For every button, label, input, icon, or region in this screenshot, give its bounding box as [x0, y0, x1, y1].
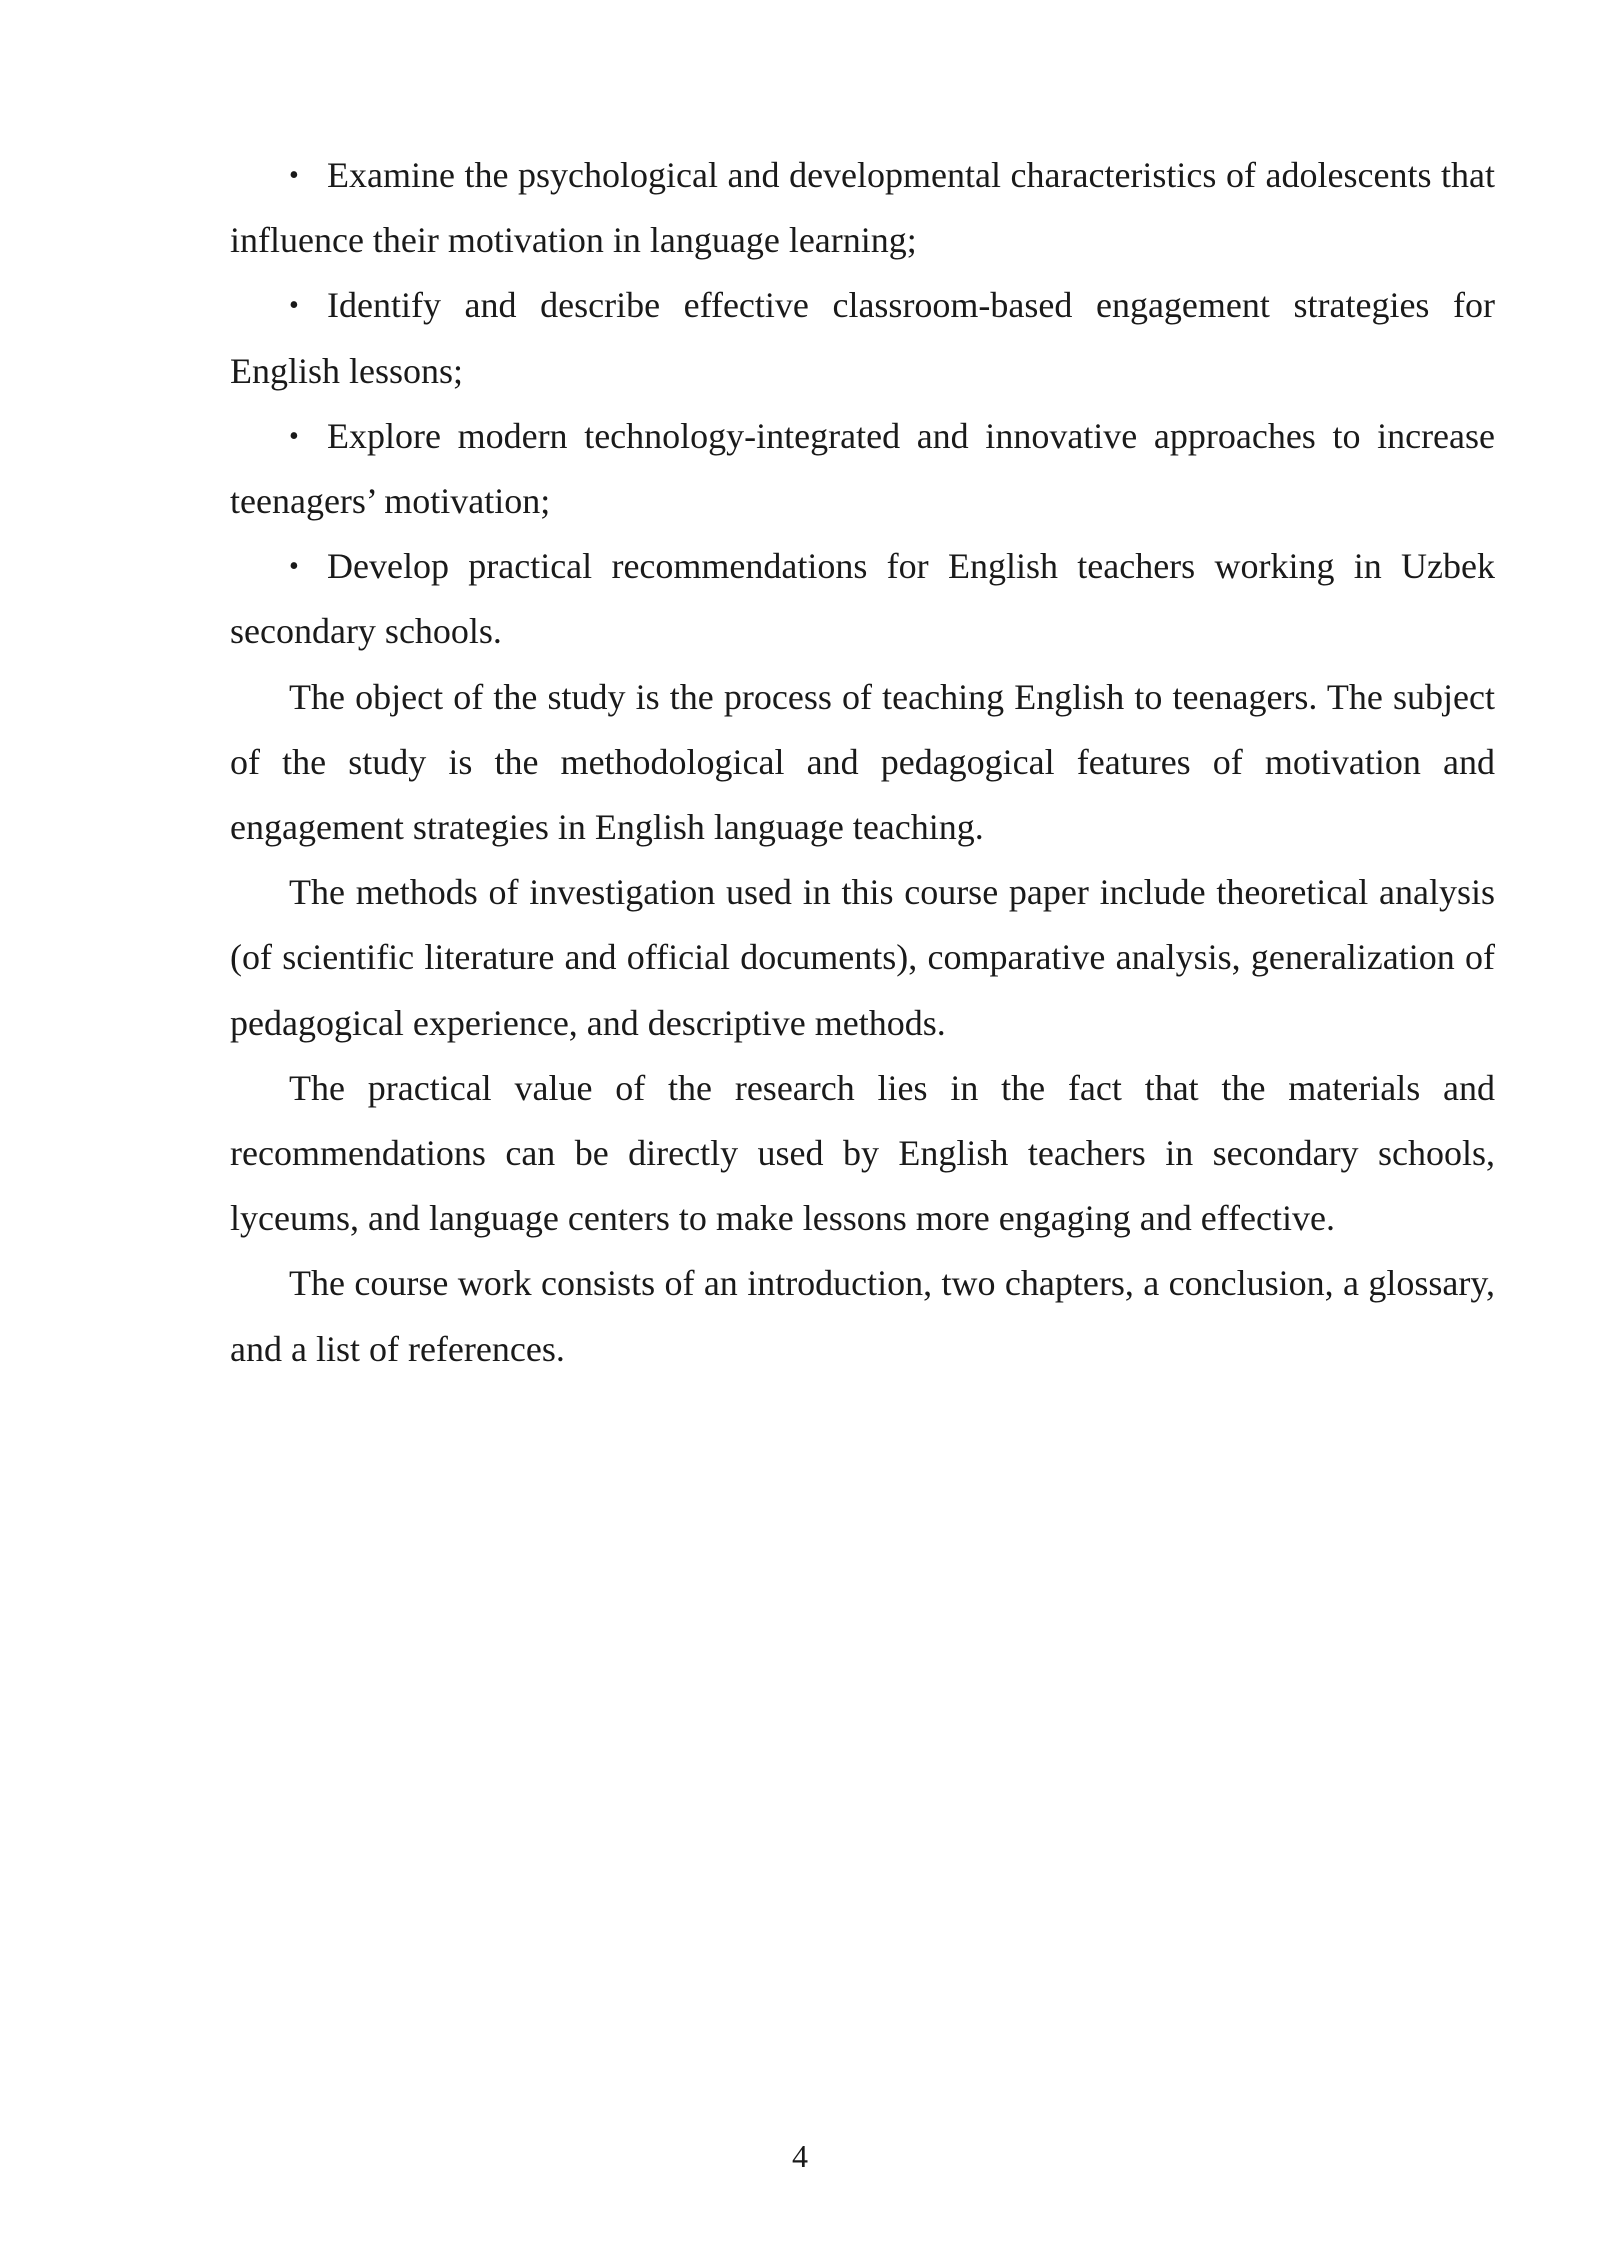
bullet-text: Explore modern technology-integrated and innovative approaches to increase teenagers’ motivation;: [230, 415, 1495, 522]
bullet-icon: •: [289, 160, 299, 191]
bullet-item: [230, 534, 1495, 664]
bullet-item: [230, 404, 1495, 534]
bullet-item: [230, 273, 1495, 403]
bullet-text: Examine the psychological and developmental characteristics of adolescents that influence their motivation in language learning;: [230, 155, 1495, 261]
bullet-icon: •: [289, 290, 299, 322]
paragraph-methods: The methods of investigation used in this course paper include theoretical analysis (of scientific literature and official documents), comparative analysis, generalization of pedagogical experience, and descriptive methods.: [230, 872, 1495, 1043]
bullet-icon: •: [289, 551, 299, 583]
bullet-text: Develop practical recommendations for English teachers working in Uzbek secondary schools.: [230, 546, 1495, 652]
bullet-icon: •: [289, 420, 299, 452]
bullet-text: Identify and describe effective classroom-based engagement strategies for English lessons;: [230, 285, 1495, 391]
bullet-item: [230, 143, 1495, 273]
page-number: 4: [792, 2138, 808, 2174]
paragraph-practical-value: The practical value of the research lies in the fact that the materials and recommendations can be directly used by English teachers in secondary schools, lyceums, and language centers to make lessons more engaging and effective.: [230, 1067, 1495, 1239]
paragraph-structure: The course work consists of an introduction, two chapters, a conclusion, a glossary, and a list of references.: [230, 1263, 1495, 1369]
paragraph-object-subject: The object of the study is the process of teaching English to teenagers. The subject of the study is the methodological and pedagogical features of motivation and engagement strategies in English language teaching.: [230, 676, 1495, 848]
page-body: [230, 143, 1495, 1382]
